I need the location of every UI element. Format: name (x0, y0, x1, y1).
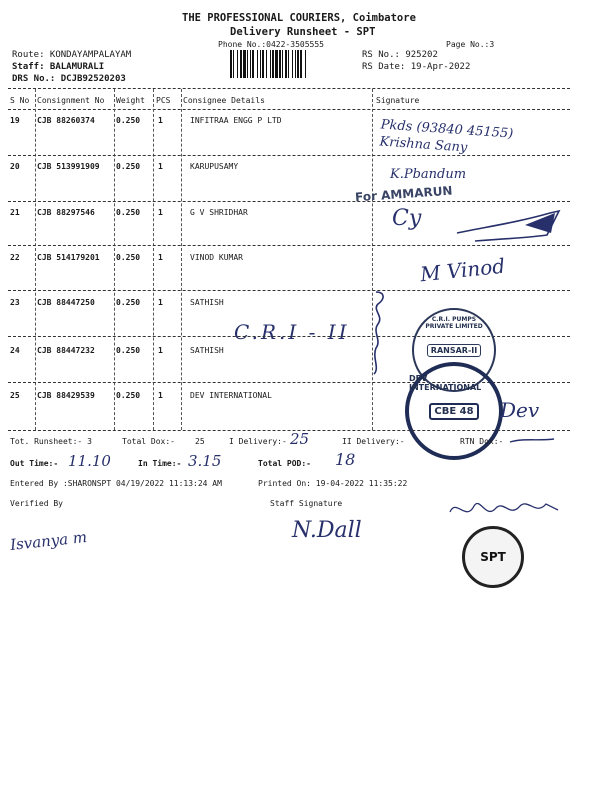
row-consignment-no: CJB 88447250 (37, 298, 95, 307)
tamil-signature-scribble (446, 492, 566, 532)
table-bottom-rule (8, 430, 570, 431)
barcode-bar (272, 50, 274, 78)
col-pcs: PCS (156, 96, 171, 105)
barcode-bar (292, 50, 293, 78)
drs-number: DRS No.: DCJB92520203 (12, 74, 126, 84)
row-sno: 21 (10, 208, 20, 217)
col-separator (114, 89, 115, 430)
row-pcs: 1 (158, 116, 163, 125)
verifier-signature: Isvanya m (9, 528, 88, 554)
row-consignment-no: CJB 513991909 (37, 162, 100, 171)
row-consignment-no: CJB 514179201 (37, 253, 100, 262)
barcode-bar (279, 50, 281, 78)
bracket-mark (364, 288, 394, 378)
runsheet-title: Delivery Runsheet - SPT (230, 26, 376, 38)
staff-label: Staff: BALAMURALI (12, 62, 105, 72)
rs-number: RS No.: 925202 (362, 50, 438, 60)
row-weight: 0.250 (116, 208, 141, 217)
row-signature: Dev (500, 398, 540, 422)
row-pcs: 1 (158, 298, 163, 307)
row-signature: C.R.I - II (234, 320, 350, 344)
row-consignment-no: CJB 88429539 (37, 391, 95, 400)
row-consignment-no: CJB 88297546 (37, 208, 95, 217)
row-consignee: INFITRAA ENGG P LTD (190, 116, 282, 125)
ransar-stamp-text: RANSAR-II (427, 344, 481, 357)
total-runsheet: Tot. Runsheet:- 3 (10, 437, 92, 446)
table-top-rule (8, 88, 570, 89)
row-consignment-no: CJB 88447232 (37, 346, 95, 355)
row-weight: 0.250 (116, 162, 141, 171)
phone-number: Phone No.:0422-3505555 (218, 40, 324, 49)
col-separator (372, 89, 373, 430)
spt-stamp (462, 526, 524, 588)
row-weight: 0.250 (116, 253, 141, 262)
barcode-bar (250, 50, 251, 78)
barcode-bar (252, 50, 254, 78)
row-rule (8, 245, 570, 246)
row-weight: 0.250 (116, 298, 141, 307)
total-dox-label: Total Dox:- (122, 437, 175, 446)
row-weight: 0.250 (116, 391, 141, 400)
barcode-bar (285, 50, 287, 78)
row-signature: M Vinod (418, 253, 507, 287)
barcode-bar (260, 50, 261, 78)
total-dox-value: 25 (195, 437, 205, 446)
staff-signature: N.Dall (292, 518, 362, 543)
total-pod-label: Total POD:- (258, 459, 311, 468)
row-sno: 25 (10, 391, 20, 400)
barcode-bar (262, 50, 264, 78)
barcode-bar (233, 50, 234, 78)
row-consignment-no: CJB 88260374 (37, 116, 95, 125)
verified-by-label: Verified By (10, 499, 63, 508)
row-weight: 0.250 (116, 116, 141, 125)
row-rule (8, 201, 570, 202)
dash-mark (508, 432, 558, 448)
row-weight: 0.250 (116, 346, 141, 355)
ammarun-stamp: For AMMARUN (354, 183, 453, 205)
out-time-label: Out Time:- (10, 459, 59, 468)
barcode-bar (257, 50, 258, 78)
barcode-bar (237, 50, 238, 78)
total-pod-value: 18 (335, 450, 356, 469)
row-signature: Cy (392, 206, 422, 231)
company-title: THE PROFESSIONAL COURIERS, Coimbatore (182, 12, 416, 24)
col-consignment: Consignment No (37, 96, 105, 105)
barcode-bar (295, 50, 296, 78)
col-signature: Signature (376, 96, 420, 105)
row-pcs: 1 (158, 391, 163, 400)
col-weight: Weight (116, 96, 145, 105)
row-pcs: 1 (158, 162, 163, 171)
printed-on: Printed On: 19-04-2022 11:35:22 (258, 479, 408, 488)
row-consignee: VINOD KUMAR (190, 253, 243, 262)
row-consignee: KARUPUSAMY (190, 162, 239, 171)
row-pcs: 1 (158, 208, 163, 217)
row-sno: 24 (10, 346, 20, 355)
row-pcs: 1 (158, 253, 163, 262)
spt-stamp-text: SPT (480, 550, 506, 564)
ii-delivery-label: II Delivery:- (342, 437, 405, 446)
barcode-bar (270, 50, 271, 78)
in-time-label: In Time:- (138, 459, 182, 468)
signature-scribble (455, 205, 565, 245)
col-separator (35, 89, 36, 430)
row-signature: Pkds (93840 45155) Krishna Sany (379, 117, 514, 156)
staff-signature-label: Staff Signature (270, 499, 343, 508)
col-consignee: Consignee Details (183, 96, 265, 105)
cri-stamp-text: C.R.I. PUMPS PRIVATE LIMITED (425, 316, 483, 330)
barcode-bar (305, 50, 306, 78)
barcode-bar (243, 50, 246, 78)
col-sno: S No (10, 96, 30, 105)
barcode (230, 50, 350, 78)
barcode-bar (230, 50, 232, 78)
row-consignee: SATHISH (190, 298, 224, 307)
barcode-bar (288, 50, 289, 78)
barcode-bar (240, 50, 242, 78)
row-consignee: G V SHRIDHAR (190, 208, 248, 217)
i-delivery-label: I Delivery:- (229, 437, 287, 446)
row-sno: 23 (10, 298, 20, 307)
col-separator (153, 89, 154, 430)
row-sno: 19 (10, 116, 20, 125)
in-time-value: 3.15 (188, 452, 222, 470)
row-consignee: SATHISH (190, 346, 224, 355)
barcode-bar (275, 50, 278, 78)
barcode-bar (282, 50, 283, 78)
barcode-bar (300, 50, 302, 78)
row-sno: 20 (10, 162, 20, 171)
col-separator (181, 89, 182, 430)
row-rule (8, 155, 570, 156)
barcode-bar (297, 50, 299, 78)
row-sno: 22 (10, 253, 20, 262)
route-label: Route: KONDAYAMPALAYAM (12, 50, 132, 60)
row-rule (8, 290, 570, 291)
rtn-dox-label: RTN Dox:- (460, 437, 504, 446)
row-signature: K.Pbandum (390, 167, 467, 182)
entered-by: Entered By :SHARONSPT 04/19/2022 11:13:24 AM (10, 479, 222, 488)
i-delivery-value: 25 (290, 430, 310, 448)
barcode-bar (266, 50, 267, 78)
page-number: Page No.:3 (446, 40, 495, 49)
dev-stamp-text: DEV INTERNATIONAL (409, 374, 482, 392)
cbe-stamp-text: CBE 48 (429, 403, 478, 420)
table-header-rule (8, 109, 570, 110)
rs-date: RS Date: 19-Apr-2022 (362, 62, 471, 72)
row-consignee: DEV INTERNATIONAL (190, 391, 272, 400)
row-pcs: 1 (158, 346, 163, 355)
out-time-value: 11.10 (68, 452, 111, 470)
barcode-bar (247, 50, 248, 78)
